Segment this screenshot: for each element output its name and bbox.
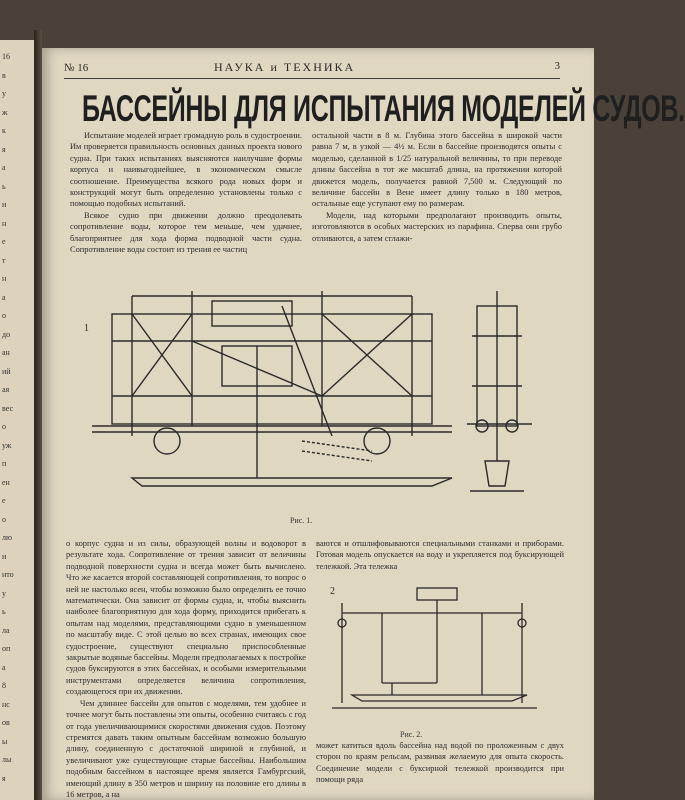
issue-number: № 16 xyxy=(64,62,89,74)
left-page-fragment: оп xyxy=(2,644,11,653)
left-page-fragment: ан xyxy=(2,348,10,357)
left-page-fragment: ж xyxy=(2,107,8,117)
left-page-edge xyxy=(0,40,34,800)
figure-2-caption: Рис. 2. xyxy=(400,730,423,739)
header-rule xyxy=(64,78,560,79)
paragraph-models: Модели, над которыми предполагают производить опыты, изготовляются в особых мастерских из парафина. Сперва они грубо отливаются, а затем сглажи- xyxy=(312,210,562,243)
paragraph-carriage: может катиться вдоль бассейна над водой по проложенным с двух сторон по краям рельсам, развивая желаемую для опыта скорость. Соединение модели с буксирной тележкой производится при помощи ряда xyxy=(316,741,564,785)
paragraph-friction: о корпус судна и из силы, образующей волны и водоворот в результате хода. Сопротивление от трения зависит от величины подводной поверхности судна и всегда может быть вычислено. Что же касается второй составляющей сопротивления, то вопрос о ней не настолько ясен, чтобы возможно было определить ее точно математически. Она зависит от формы судна, и, чтобы выяснить наиболее благоприятную для хода форму, приходится прибегать к опытам над моделями, представляющими судно в уменьшенном по масштабу виде. С этой целью во всех странах, имеющих свое судостроение, существуют специально приспособленные закрытые водяные бассейны. Модели предполагаемых к постройке судов буксируются в этих бассейнах, и особыми измерительными инструментами определяется величина сопротивления, создающегося при их движении. xyxy=(66,539,306,697)
left-page-fragment: о xyxy=(2,422,6,431)
column-4 xyxy=(316,538,564,572)
figure-2-label: 2 xyxy=(330,586,335,597)
left-page-fragment: е xyxy=(2,237,6,246)
left-page-fragment: лы xyxy=(2,755,12,764)
left-page-fragment: и xyxy=(2,551,7,561)
left-page-fragment: о xyxy=(2,514,6,524)
article-title: БАССЕЙНЫ ДЛЯ ИСПЫТАНИЯ МОДЕЛЕЙ СУДОВ. xyxy=(82,88,685,130)
page-number: 3 xyxy=(554,60,560,72)
figure-2-basin-cross-section xyxy=(322,583,542,723)
paragraph-intro: Испытание моделей играет громадную роль в судостроении. Им проверяется правильность основных данных проекта нового судна. При таких испытаниях выясняются наилучшие формы корпуса и наивыгоднейшее, в экономическом смысле соотношение. Преимущества всякого рода новых форм и конструкций могут быть определенно установлены только с помощью подобных испытаний. xyxy=(70,131,302,209)
left-page-fragment: до xyxy=(2,329,11,339)
left-page-fragment: ь xyxy=(2,607,6,616)
journal-page xyxy=(42,48,685,800)
paragraph-basin-size: остальной части в 8 м. Глубина этого бассейна в широкой части равна 7 м, в узкой — 4½ м. Если в бассейне производятся опыты с моделью, сделанной в 1/25 натуральной величины, то при переводе длины бассейна в тот же масштаб длина, на протяжении которой движется модель, получается равной 7,500 м. Следующий по величине бассейн в Вене имеет длину только в 180 метров, остальные еще уступают ему по размерам. xyxy=(312,131,562,209)
journal-title: НАУКА и ТЕХНИКА xyxy=(214,60,356,74)
left-page-fragment: н xyxy=(2,274,7,283)
left-page-fragment: ы xyxy=(2,736,8,746)
left-page-fragment: ов xyxy=(2,718,10,727)
book-spine xyxy=(34,30,42,800)
left-page-fragment: 16 xyxy=(2,52,10,61)
left-page-fragment: в xyxy=(2,70,6,80)
left-page-fragment: и xyxy=(2,200,7,209)
column-3 xyxy=(66,538,306,800)
left-page-fragment: а xyxy=(2,292,6,302)
left-page-fragment: я xyxy=(2,773,6,783)
left-page-fragment: т xyxy=(2,255,6,265)
left-page-fragment: ь xyxy=(2,181,6,191)
left-page-fragment: н xyxy=(2,218,7,228)
left-page-fragment: а xyxy=(2,163,6,172)
left-page-fragment: е xyxy=(2,496,6,505)
left-page-fragment: нс xyxy=(2,699,10,709)
column-1 xyxy=(70,130,302,255)
left-page-fragment: о xyxy=(2,311,6,320)
paragraph-basin-length: Чем длиннее бассейн для опытов с моделями, тем удобнее и точнее могут быть поставлены эти опыты, особенно считаясь с год от года увеличивающимися скоростями движения судов. Поэтому стремятся давать таким опытным бассейнам возможно большую длину, соединенную с достаточной шириной и глубиной, и увеличивают уже существующие старые бассейны. Наибольшим подобным бассейном в настоящее время является Гамбургский, имеющий длину в 350 метров и ширину на половине его длины в 16 метров, а на xyxy=(66,698,306,799)
column-5 xyxy=(316,740,564,786)
left-page-fragment: ий xyxy=(2,366,11,376)
left-page-fragment: п xyxy=(2,459,7,468)
left-page-fragment: 8 xyxy=(2,681,6,690)
left-page-fragment: уж xyxy=(2,440,12,450)
left-page-fragment: у xyxy=(2,89,6,98)
paragraph-resistance: Всякое судно при движении должно преодолевать сопротивление воды, которое тем меньше, чем удачнее, благоприятнее для хода форма подводной части судна. Сопротивление воды состоит из трения ее частиц xyxy=(70,210,302,255)
figure-1-caption: Рис. 1. xyxy=(290,516,313,525)
column-2 xyxy=(312,130,562,244)
figure-1-label: 1 xyxy=(84,323,89,334)
paragraph-polishing: ваются и отшлифовываются специальными станками и приборами. Готовая модель опускается на воду и укрепляется под буксирующей тележкой. Эта тележка xyxy=(316,539,564,571)
page-header xyxy=(64,60,560,78)
left-page-fragment: у xyxy=(2,588,6,598)
left-page-fragment: ла xyxy=(2,625,10,635)
left-page-fragment: вес xyxy=(2,403,14,413)
left-page-fragment: ая xyxy=(2,385,10,394)
left-page-fragment: лю xyxy=(2,533,12,542)
left-page-fragment: а xyxy=(2,662,6,672)
left-page-fragment: я xyxy=(2,144,6,154)
left-page-fragment: ен xyxy=(2,477,10,487)
left-page-fragment: к xyxy=(2,126,6,135)
figure-1-towing-carriage xyxy=(72,286,542,511)
left-page-fragment: нто xyxy=(2,570,14,579)
